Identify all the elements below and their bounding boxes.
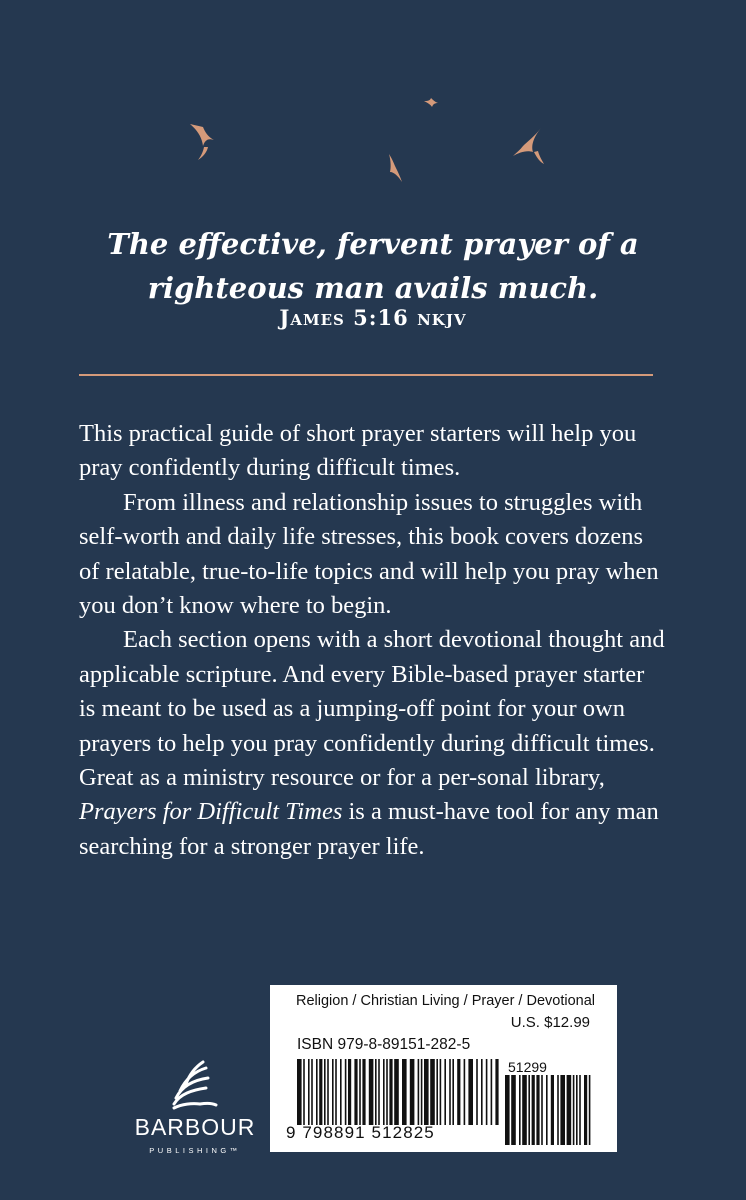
barcode-bar [567,1075,572,1145]
description-text: is a must-have tool for any man searching for a stronger prayer life. [79,798,659,860]
barcode-panel [270,985,617,1152]
barcode-bar [340,1059,342,1125]
barcode-bar [324,1059,326,1125]
quote-line-2: righteous man avails much. [147,271,599,305]
barcode-bar [297,1059,302,1125]
barcode-bar [532,1075,535,1145]
barcode-digits: 9 798891 512825 [286,1123,435,1142]
price-barcode [505,1075,593,1145]
publisher-subtitle: PUBLISHING™ [149,1146,241,1155]
publisher-name: BARBOUR [134,1114,256,1140]
barcode-bar [579,1075,581,1145]
barcode-bar [436,1059,438,1125]
scripture-quote [0,222,746,310]
description-paragraph-3 [79,623,666,864]
barcode-bar [410,1059,415,1125]
barcode-bar [345,1059,347,1125]
barcode-bar [378,1059,380,1125]
barcode-bar [486,1059,488,1125]
barcode-bar [375,1059,377,1125]
quote-reference: James 5:16 nkjv [279,305,467,330]
book-description [79,417,666,864]
barcode-bar [560,1075,565,1145]
barcode-bar [402,1059,407,1125]
barcode-bar [311,1059,313,1125]
flying-birds-decoration [0,0,746,220]
barcode-bar [464,1059,466,1125]
barcode-bar [319,1059,322,1125]
bird-icon [513,128,544,164]
barcode-bar [468,1059,473,1125]
barcode-bar [505,1075,510,1145]
barcode-bar [557,1075,559,1145]
isbn: ISBN 979-8-89151-282-5 [297,1036,471,1053]
description-paragraph-1: This practical guide of short prayer starters will help you pray confidently during difficult times. [79,420,637,482]
barcode-bar [551,1075,554,1145]
bird-icon [190,124,214,160]
barcode-bar [389,1059,392,1125]
barcode-bar [541,1075,543,1145]
barcode-bar [452,1059,454,1125]
book-title: Prayers for Difficult Times [79,798,343,826]
isbn-barcode [297,1059,502,1125]
barcode-bar [528,1075,530,1145]
barcode-bar [589,1075,591,1145]
barcode-bar [457,1059,460,1125]
barcode-bar [546,1075,548,1145]
publisher-logo [120,1058,270,1168]
barcode-bar [430,1059,435,1125]
barcode-bar [481,1059,483,1125]
barcode-bar [386,1059,388,1125]
barcode-bar [394,1059,399,1125]
barcode-bar [308,1059,310,1125]
barcode-bar [444,1059,446,1125]
barcode-bar [511,1075,516,1145]
barcode-bar [316,1059,318,1125]
barcode-bar [576,1075,578,1145]
barcode-bar [348,1059,351,1125]
barcode-bar [327,1059,329,1125]
barcode-bar [536,1075,539,1145]
barcode-bar [354,1059,357,1125]
barcode-bar [421,1059,423,1125]
barcode-bar [383,1059,385,1125]
barcode-bar [519,1075,521,1145]
barcode-bar [584,1075,587,1145]
barcode-bar [369,1059,374,1125]
divider [79,374,653,376]
barcode-bar [362,1059,365,1125]
description-paragraph-2: From illness and relationship issues to struggles with self-worth and daily life stresses, this book covers dozens of relatable, true-to-life topics and will help you pray when you don’t know where to begin. [79,488,659,620]
price-code: 51299 [508,1059,547,1075]
description-text: Each section opens with a short devotional thought and applicable scripture. And every Bible-based prayer starter is meant to be used as a jumping-off point for your own prayers to help you pray confidently during difficult times. Great as a ministry resource or for a per-sonal library, [79,626,665,792]
barcode-bar [449,1059,451,1125]
bisac-category: Religion / Christian Living / Prayer / Devotional [296,993,595,1009]
barcode-bar [335,1059,337,1125]
barcode-bar [303,1059,305,1125]
barcode-bar [440,1059,442,1125]
bird-icon [389,154,402,182]
barcode-bar [418,1059,420,1125]
barcode-bar [522,1075,527,1145]
barcode-bar [476,1059,478,1125]
barcode-bar [491,1059,493,1125]
retail-price: U.S. $12.99 [510,1014,590,1031]
barcode-bar [495,1059,498,1125]
barcode-bar [573,1075,575,1145]
barcode-bar [332,1059,334,1125]
barcode-bar [359,1059,361,1125]
quote-line-1: The effective, fervent prayer of a [107,227,639,261]
open-book-logo-icon [120,1058,270,1114]
barcode-bar [424,1059,429,1125]
bird-icon [424,98,438,107]
